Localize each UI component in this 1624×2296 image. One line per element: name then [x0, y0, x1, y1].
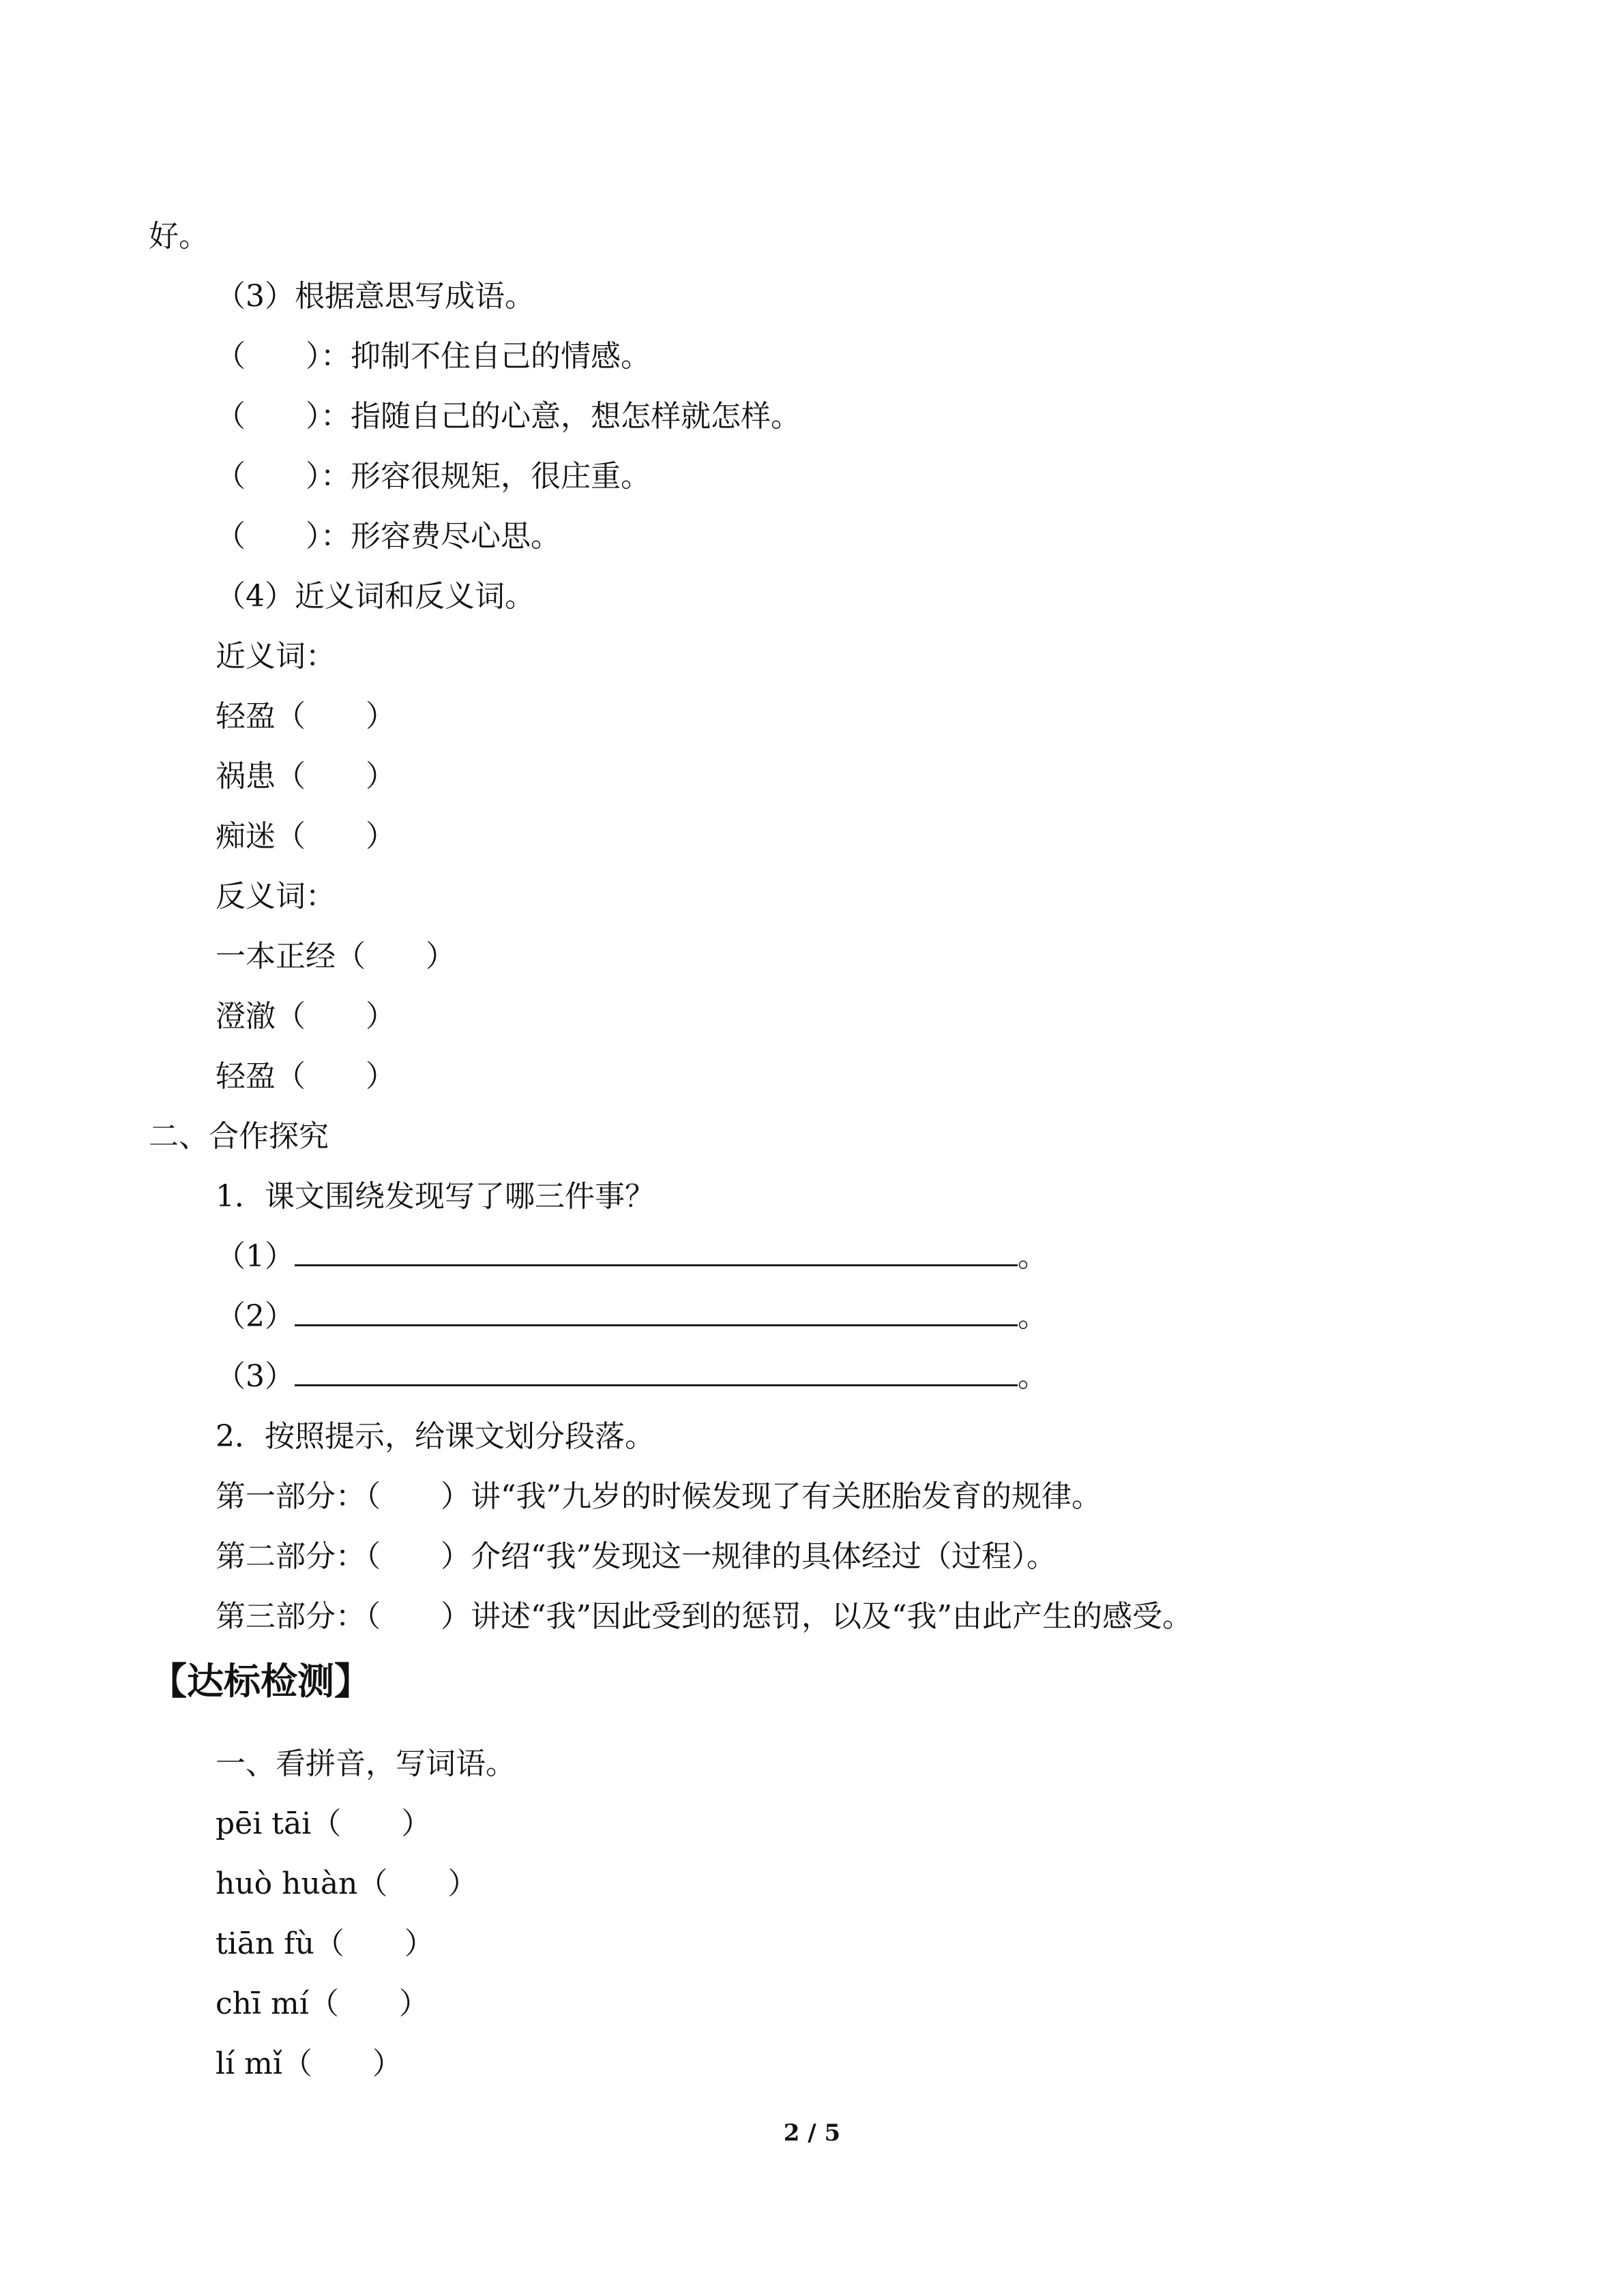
q2-item: 第二部分：（ ）介绍“我”发现这一规律的具体经过（过程）。	[216, 1539, 1057, 1574]
pinyin-item: lí mǐ（ ）	[216, 2046, 402, 2081]
antonym-item: 澄澈（ ）	[216, 999, 396, 1034]
q1-answer-row	[216, 1357, 1048, 1397]
answer-blank-line[interactable]	[295, 1357, 1018, 1386]
pinyin-item: chī mí（ ）	[216, 1986, 429, 2021]
q3-item: （ ）：形容很规矩，很庄重。	[216, 459, 651, 494]
synonym-item: 轻盈（ ）	[216, 699, 396, 734]
antonyms-label: 反义词：	[216, 879, 336, 914]
answer-end: 。	[1018, 1299, 1048, 1334]
q1-answer-row	[216, 1237, 1048, 1277]
answer-label: （2）	[216, 1299, 295, 1334]
answer-label: （3）	[216, 1359, 295, 1394]
check-section-title: 【达标检测】	[150, 1659, 371, 1703]
q1-answer-row	[216, 1297, 1048, 1337]
q1-question: 1．课文围绕发现写了哪三件事？	[216, 1179, 655, 1214]
check-q1: 一、看拼音，写词语。	[216, 1746, 516, 1781]
page-number: 2 / 5	[783, 2119, 841, 2147]
answer-end: 。	[1018, 1239, 1048, 1274]
answer-end: 。	[1018, 1359, 1048, 1394]
synonym-item: 痴迷（ ）	[216, 819, 396, 854]
pinyin-item: tiān fù（ ）	[216, 1926, 434, 1961]
q2-item: 第三部分：（ ）讲述“我”因此受到的惩罚，以及“我”由此产生的感受。	[216, 1599, 1192, 1634]
q3-item: （ ）：抑制不住自己的情感。	[216, 339, 651, 374]
synonyms-label: 近义词：	[216, 639, 336, 674]
synonym-item: 祸患（ ）	[216, 759, 396, 794]
pinyin-item: huò huàn（ ）	[216, 1866, 478, 1901]
part-two-title: 二、合作探究	[149, 1119, 329, 1154]
antonym-item: 一本正经（ ）	[216, 939, 456, 974]
q2-item: 第一部分：（ ）讲“我”九岁的时候发现了有关胚胎发育的规律。	[216, 1479, 1102, 1514]
q3-item: （ ）：指随自己的心意，想怎样就怎样。	[216, 399, 801, 434]
q2-question: 2．按照提示，给课文划分段落。	[216, 1419, 655, 1454]
q4-title: （4）近义词和反义词。	[216, 579, 535, 614]
q3-title: （3）根据意思写成语。	[216, 279, 535, 314]
q3-item: （ ）：形容费尽心思。	[216, 519, 561, 554]
answer-blank-line[interactable]	[295, 1297, 1018, 1326]
answer-blank-line[interactable]	[295, 1237, 1018, 1266]
continued-text: 好。	[149, 219, 209, 254]
answer-label: （1）	[216, 1239, 295, 1274]
antonym-item: 轻盈（ ）	[216, 1059, 396, 1094]
pinyin-item: pēi tāi（ ）	[216, 1806, 432, 1841]
